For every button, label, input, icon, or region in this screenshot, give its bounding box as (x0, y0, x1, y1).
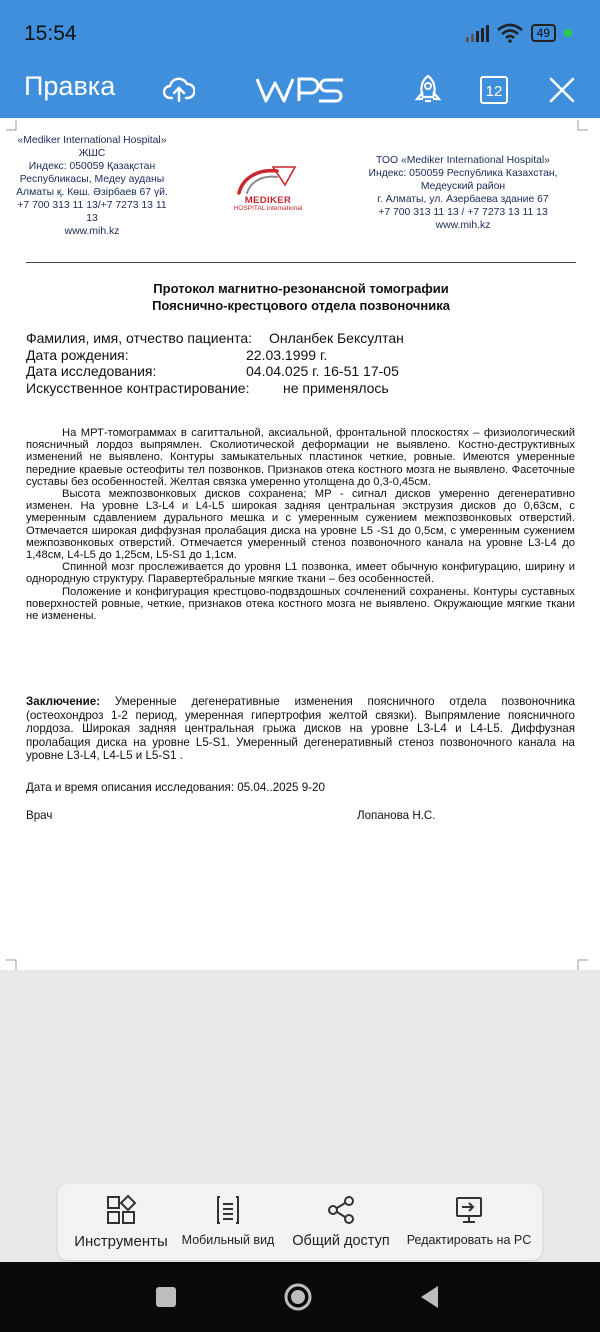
header-right-line: +7 700 313 11 13 / +7 7273 13 11 13 (378, 207, 548, 218)
crop-mark-bl (6, 956, 20, 970)
contrast-row (26, 380, 389, 396)
mediker-logo-mark (233, 163, 303, 195)
header-left-line: Республикасы, Медеу ауданы (19, 174, 165, 185)
cloud-upload-icon[interactable] (159, 70, 199, 110)
edit-button[interactable]: Правка (24, 71, 116, 101)
header-left-line: Индекс: 050059 Қазақстан (28, 161, 156, 172)
patient-name-value: Онланбек Бексултан (269, 330, 404, 346)
description-datetime: Дата и время описания исследования: 05.04..2025 9-20 (26, 781, 325, 794)
header-right-line: г. Алматы, ул. Азербаева здание 67 (377, 194, 549, 205)
contrast-label: Искусственное контрастирование: (26, 380, 250, 396)
conclusion-label: Заключение: (26, 695, 101, 708)
findings-paragraph: На МРТ-томограммах в сагиттальной, аксиальной, фронтальной плоскостях – физиологический поясничный лордоз выпрямлен. Сколиотической деформации не выявлено. Костно-деструктивных изменений не выявлено. Контуры замыкательных пластинок четкие, ровные. Имеются умеренные передние краевые остеофиты тел позвонков. Признаков отека костного мозга не выявлено. Фасеточные суставы без особенностей. Желтая связка умеренно утолщена до 0,3-0,45см. (26, 427, 575, 488)
system-nav-bar (0, 1262, 600, 1332)
header-divider (26, 262, 576, 263)
privacy-dot-icon (564, 29, 572, 37)
crop-mark-tr (574, 120, 588, 134)
share-button[interactable] (286, 1194, 396, 1249)
exam-date-label: Дата исследования: (26, 363, 157, 379)
page-count-value: 12 (485, 83, 503, 100)
mobile-view-button[interactable] (176, 1194, 280, 1247)
doctor-label: Врач (26, 809, 53, 822)
logo-subtext (233, 205, 303, 212)
share-icon (325, 1194, 357, 1226)
share-label: Общий доступ (292, 1233, 390, 1249)
header-left-line: ЖШС (78, 148, 106, 159)
crop-mark-br (574, 956, 588, 970)
header-left-line: www.mih.kz (64, 226, 120, 237)
header-left-line: 13 (86, 213, 98, 224)
header-left-address (6, 134, 178, 238)
document-page[interactable] (0, 118, 600, 970)
header-right-address (352, 154, 574, 232)
tools-label: Инструменты (74, 1233, 168, 1250)
dob-row (26, 347, 328, 363)
app-toolbar (0, 62, 600, 118)
logo-sub-hospital: HOSPITAL (233, 205, 266, 212)
crop-mark-tl (6, 120, 20, 134)
edit-on-pc-button[interactable] (402, 1194, 536, 1247)
findings-text (26, 427, 575, 622)
tools-button[interactable] (64, 1194, 178, 1250)
status-bar (0, 0, 600, 62)
edit-on-pc-label: Редактировать на PC (406, 1233, 532, 1247)
header-right-line: www.mih.kz (435, 220, 491, 231)
patient-name-label: Фамилия, имя, отчество пациента: (26, 330, 253, 346)
findings-paragraph: Спинной мозг прослеживается до уровня L1 позвонка, имеет обычную конфигурацию, ширину и однородную структуру. Паравертебральные мягкие ткани – без особенностей. (26, 561, 575, 586)
header-right-line: Индекс: 050059 Республика Казахстан, (368, 168, 558, 179)
title-line-2: Пояснично-крестцового отдела позвоночника (152, 298, 450, 313)
mobile-view-label: Мобильный вид (181, 1233, 275, 1247)
header-left-line: «Mediker International Hospital» (17, 135, 167, 146)
signal-icon (466, 24, 489, 42)
title-line-1: Протокол магнитно-резонансной томографии (153, 281, 449, 296)
mobile-view-icon (212, 1194, 244, 1226)
logo-text: MEDIKER (244, 195, 292, 206)
conclusion-text: Умеренные дегенеративные изменения поясничного отдела позвоночника (остеохондроз 1-2 период, умеренная гипертрофия желтой связки). Выпрямление поясничного лордоза. Широкая задняя центральная грыжа дисков на уровне L3-L4 и L4-L5. Диффузная пролабация диска на уровне L5-S1. Умеренный дегенеративный стеноз позвоночного канала на уровне L3-L4, L4-L5 и L5-S1 . (26, 695, 575, 762)
header-left-line: +7 700 313 11 13/+7 7273 13 11 (17, 200, 167, 211)
edit-on-pc-icon (453, 1194, 485, 1226)
findings-paragraph: Высота межпозвонковых дисков сохранена; МР - сигнал дисков умеренно дегенеративно изменен. На уровне L3-L4 и L4-L5 широкая задняя центральная экструзия дисков до 0,63см, с умеренным сдавлением дурального мешка и с умеренным сужением межпозвонковых отверстий. Отмечается широкая диффузная пролабация диска на уровне L5 -S1 до 0,5см, с умеренным сужением межпозвонковых отверстий. Отмечается умеренный стеноз позвоночного канала на уровне L3-L4 до 1,48см, L4-L5 до 1,25см, L5-S1 до 1,1см. (26, 488, 575, 562)
header-right-line: ТОО «Mediker International Hospital» (376, 155, 550, 166)
back-icon[interactable] (418, 1284, 440, 1310)
tools-grid-icon (105, 1194, 137, 1226)
header-right-line: Медеуский район (420, 181, 506, 192)
battery-icon: 49 (531, 24, 556, 42)
status-time: 15:54 (24, 22, 77, 45)
mediker-logo (233, 163, 303, 223)
dob-value: 22.03.1999 г. (246, 347, 328, 363)
wps-brand-text: WPS (254, 75, 257, 76)
dob-label: Дата рождения: (26, 347, 129, 363)
logo-sub-international: international (266, 205, 303, 212)
doctor-name: Лопанова Н.С. (357, 809, 436, 822)
contrast-value: не применялось (283, 380, 389, 396)
wps-logo (254, 75, 346, 105)
recent-apps-icon[interactable] (155, 1286, 177, 1308)
wifi-icon (497, 23, 523, 43)
rocket-icon[interactable] (408, 70, 448, 110)
conclusion (26, 695, 575, 763)
exam-date-value: 04.04.025 г. 16-51 17-05 (246, 363, 399, 379)
page-count-icon[interactable] (474, 70, 514, 110)
findings-paragraph: Положение и конфигурация крестцово-подвздошных сочленений сохранены. Контуры суставных поверхностей ровные, четкие, признаков отека костного мозга не выявлено. Окружающие мягкие ткани не изменены. (26, 585, 575, 623)
status-icons (466, 20, 572, 46)
exam-date-row (26, 363, 399, 379)
home-icon[interactable] (283, 1282, 313, 1312)
bottom-action-bar (58, 1184, 542, 1260)
close-icon[interactable] (542, 70, 582, 110)
document-title (26, 280, 576, 314)
patient-name-row (26, 330, 404, 346)
header-left-line: Алматы қ. Көш. Әзірбаев 67 үй. (16, 187, 168, 198)
